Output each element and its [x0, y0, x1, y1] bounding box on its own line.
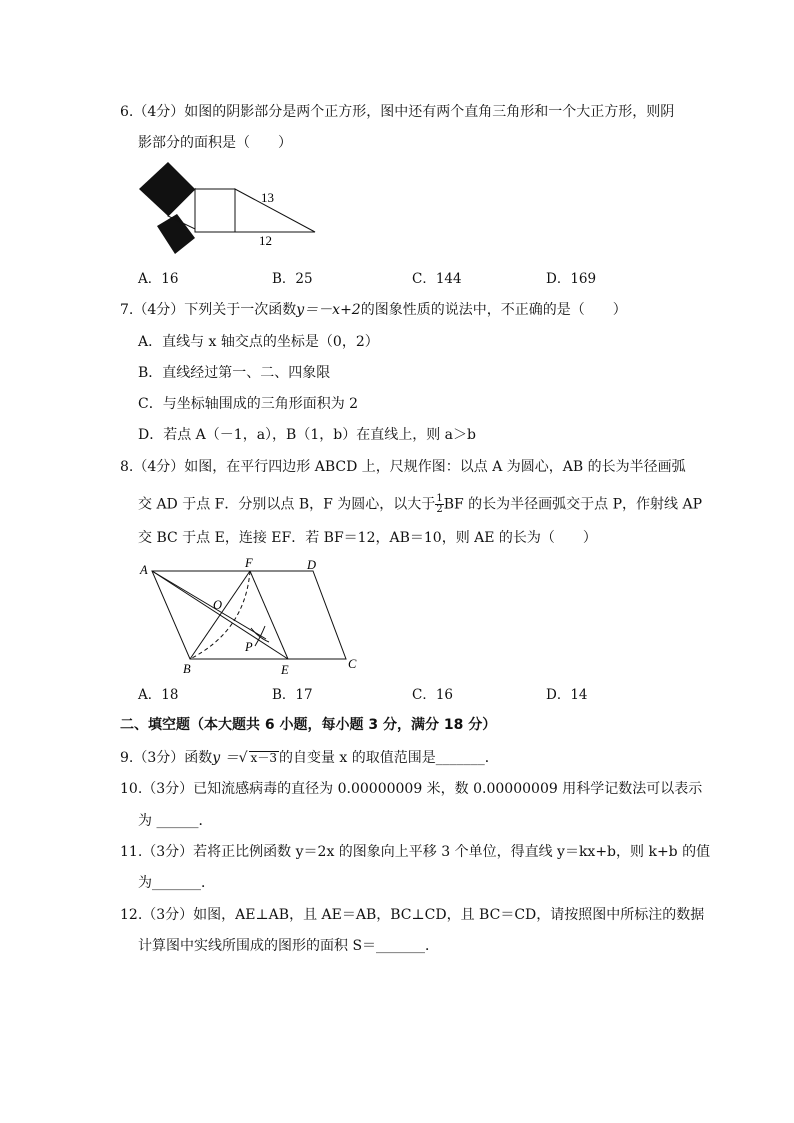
q8-label-d: D	[307, 558, 317, 572]
q8-option-a: A．18	[138, 687, 179, 703]
q6-stem-line2: 影部分的面积是（ ）	[138, 135, 292, 151]
q8-stem-line2-part2: BF 的长为半径画弧交于点 P，作射线 AP	[443, 496, 702, 513]
q7-option-c: C．与坐标轴围成的三角形面积为 2	[138, 396, 359, 412]
q9-stem-part1: 9.（3分）函数	[120, 750, 213, 766]
q8-option-c: C．16	[412, 687, 454, 703]
q8-stem-line3: 交 BC 于点 E，连接 EF．若 BF＝12，AB＝10，则 AE 的长为（ ）	[138, 530, 597, 546]
q8-segment-bf	[190, 571, 250, 659]
q6-stem-line1: 6.（4分）如图的阴影部分是两个正方形，图中还有两个直角三角形和一个大正方形，则阴	[120, 104, 675, 120]
q9-stem	[120, 749, 499, 767]
q9-stem-part2: 的自变量 x 的取值范围是_______．	[278, 750, 499, 766]
q8-stem-line2	[138, 494, 702, 515]
q8-stem-line2-part1: 交 AD 于点 F．分别以点 B，F 为圆心，以大于	[138, 496, 436, 513]
q6-shaded-square-large	[139, 162, 195, 216]
q8-frac-numerator: 1	[436, 493, 443, 504]
q12-stem-line2: 计算图中实线所围成的图形的面积 S＝_______．	[138, 938, 440, 954]
q6-option-b: B．25	[272, 271, 313, 287]
q8-fraction	[435, 494, 443, 515]
q6-option-c: C．144	[412, 271, 462, 287]
q6-option-a: A．16	[138, 271, 179, 287]
q8-label-c: C	[348, 657, 357, 671]
q8-label-a: A	[140, 563, 148, 577]
q6-label-base: 12	[259, 233, 272, 248]
q10-stem-line1: 10.（3分）已知流感病毒的直径为 0.00000009 米，数 0.00000009 用科学记数法可以表示	[120, 781, 703, 797]
q7-stem-part1: 7.（4分）下列关于一次函数	[120, 302, 297, 318]
q8-label-p: P	[245, 640, 253, 654]
q8-label-b: B	[183, 662, 191, 676]
q7-option-b: B．直线经过第一、二、四象限	[138, 365, 331, 381]
q9-radicand: x－3	[250, 751, 277, 765]
q8-frac-denominator: 2	[436, 504, 443, 515]
q7-function: y＝－x+2	[296, 302, 361, 318]
q8-option-d: D．14	[546, 687, 588, 703]
q8-figure	[135, 556, 370, 684]
q7-stem-part2: 的图象性质的说法中，不正确的是（ ）	[360, 302, 627, 318]
q11-stem-line2: 为_______．	[138, 875, 215, 891]
section2-heading: 二、填空题（本大题共 6 小题，每小题 3 分，满分 18 分）	[120, 717, 497, 733]
q7-stem	[120, 301, 627, 319]
q11-stem-line1: 11.（3分）若将正比例函数 y＝2x 的图象向上平移 3 个单位，得直线 y＝kx+b，则 k+b 的值	[120, 844, 711, 860]
q12-stem-line1: 12.（3分）如图，AE⊥AB，且 AE＝AB，BC⊥CD，且 BC＝CD，请按照图中所标注的数据	[120, 907, 705, 923]
q10-stem-line2: 为 ______．	[138, 813, 213, 829]
q8-label-o: O	[213, 598, 223, 612]
q7-option-a: A．直线与 x 轴交点的坐标是（0，2）	[138, 334, 379, 350]
q6-right-triangle-large	[235, 189, 315, 232]
q8-option-b: B．17	[272, 687, 313, 703]
q8-stem-line1: 8.（4分）如图，在平行四边形 ABCD 上，尺规作图：以点 A 为圆心，AB 的长为半径画弧	[120, 459, 686, 475]
q8-label-e: E	[281, 663, 289, 677]
q6-option-d: D．169	[546, 271, 597, 287]
q9-sqrt-sign: √	[238, 750, 248, 766]
q6-label-hyp: 13	[261, 190, 274, 205]
q8-label-f: F	[245, 556, 253, 570]
q6-big-square	[195, 189, 235, 232]
q7-option-d: D．若点 A（－1，a），B（1，b）在直线上，则 a＞b	[138, 427, 476, 443]
q9-function: y ＝	[212, 750, 239, 766]
q6-figure	[135, 158, 325, 264]
